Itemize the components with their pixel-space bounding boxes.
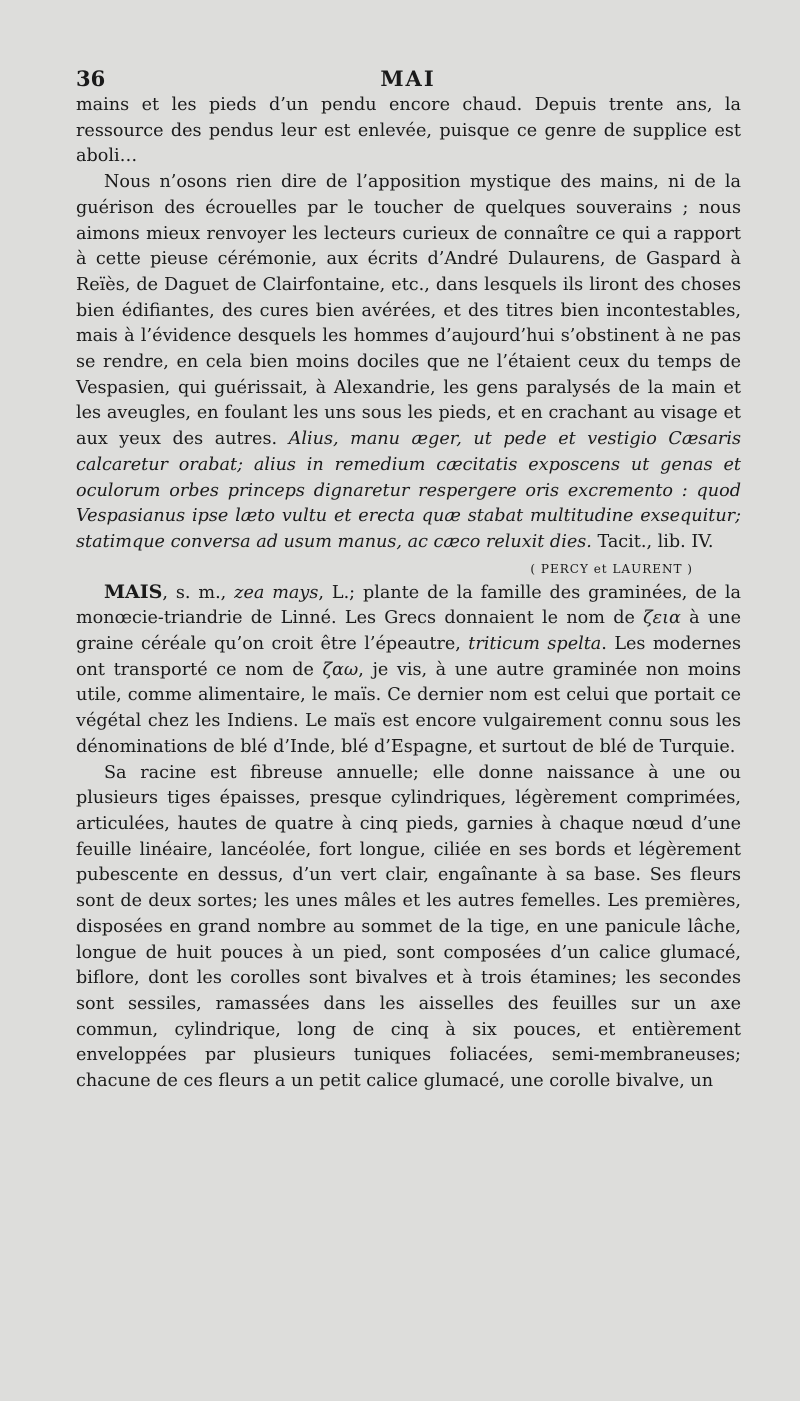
entry-text: . Les modernes ont transporté ce nom de: [76, 634, 742, 680]
latin-name: triticum spelta: [468, 634, 602, 655]
greek-word: ζεια: [643, 608, 681, 629]
entry-headword: MAIS: [104, 580, 163, 603]
paragraph-entry-mais: [76, 580, 741, 761]
entry-abbreviation: , s. m.,: [162, 582, 235, 603]
paragraph-text: Nous n’osons rien dire de l’apposition mystique des mains, ni de la guérison des écrouelles par le toucher de quelques souverains ; nous aimons mieux renvoyer les lecteurs curieux de connaître ce qui a rapport à cette pieuse cérémonie, aux écrits d’André Dulaurens, de Gaspard à Reïès, de Daguet de Clairfontaine, etc., dans lesquels ils liront des choses bien édifiantes, des cures bien avérées, et des titres bien incontestables, mais à l’évidence desquels les hommes d’aujourd’hui s’obstinent à ne pas se rendre, en cela bien moins dociles que ne l’étaient ceux du temps de Vespasien, qui guérissait, à Alexandrie, les gens paralysés de la main et les aveugles, en foulant les uns sous les pieds, et en crachant au visage et aux yeux des autres.: [76, 172, 741, 450]
entry-text: à une graine céréale qu’on croit être l’épeautre,: [76, 608, 741, 655]
body-text: [76, 93, 741, 1095]
entry-text: , L.; plante de la famille des graminées, de la monœcie-triandrie de Linné. Les Grecs donnaient le nom de: [76, 582, 741, 629]
running-head: MAI: [380, 66, 436, 91]
page-number: 36: [76, 66, 106, 91]
paragraph-description: Sa racine est fibreuse annuelle; elle donne naissance à une ou plusieurs tiges épaisses, presque cylindriques, légèrement comprimées, articulées, hautes de quatre à cinq pieds, garnies à chaque nœud d’une feuille linéaire, lancéolée, fort longue, ciliée en ses bords et légèrement pubescente en dessus, d’un vert clair, engaînante à sa base. Ses fleurs sont de deux sortes; les unes mâles et les autres femelles. Les premières, disposées en grand nombre au sommet de la tige, en une panicule lâche, longue de huit pouces à un pied, sont composées d’un calice glumacé, biflore, dont les corolles sont bivalves et à trois étamines; les secondes sont sessiles, ramassées dans les aisselles des feuilles sur un axe commun, cylindrique, long de cinq à six pouces, et entièrement enveloppées par plusieurs tuniques foliacées, semi-membraneuses; chacune de ces fleurs a un petit calice glumacé, une corolle bivalve, un: [76, 762, 741, 1092]
entry-text: , je vis, à une autre graminée non moins utile, comme alimentaire, le maïs. Ce dernier nom est celui que portait ce végétal chez les Indiens. Le maïs est encore vulgairement connu sous les dénominations de blé d’Inde, blé d’Espagne, et surtout de blé de Turquie.: [76, 659, 741, 757]
paragraph-apposition: [76, 170, 741, 556]
latin-quotation: Alius, manu æger, ut pede et vestigio Cæsaris calcaretur orabat; alius in remedium cæcitatis exposcens ut genas et oculorum orbes princeps dignaretur respergere oris excremento : quod Vespasianus ipse læto vultu et erecta quæ stabat multitudine exsequitur; statimque conversa ad usum manus, ac cæco reluxit dies.: [76, 429, 741, 552]
greek-word: ζαω: [322, 659, 359, 680]
page-header: [76, 66, 740, 94]
citation: Tacit., lib. IV.: [597, 531, 714, 552]
latin-name: zea mays: [234, 582, 319, 603]
paragraph-continuation: mains et les pieds d’un pendu encore chaud. Depuis trente ans, la ressource des pendus leur est enlevée, puisque ce genre de supplice est aboli…: [76, 95, 741, 167]
author-attribution: ( PERCY et LAURENT ): [530, 561, 693, 576]
